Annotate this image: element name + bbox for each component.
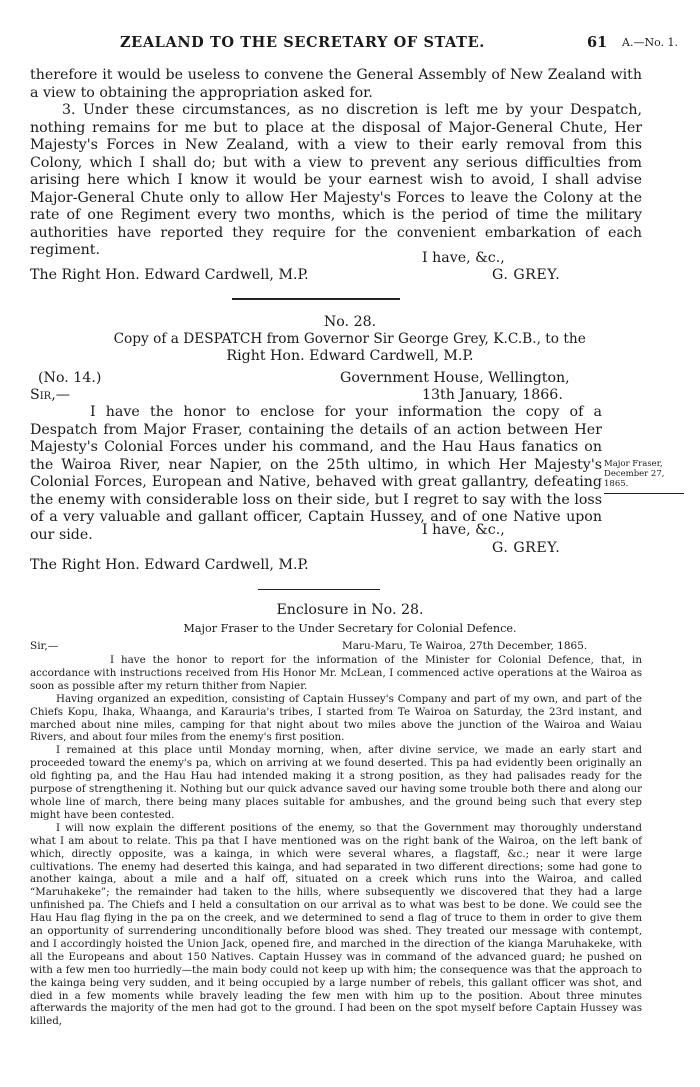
enclosure-paragraph: I remained at this place until Monday morning, when, after divine service, we made an early start and proceeded toward the enemy's pa, which on arriving at we found deserted. This pa had evidently been originally an old fighting pa, and the Hau Hau had intended making it a strong position, as they had palisades ready for the purpose of strengthening it. Nothing but our quick advance saved our having some trouble both there and along our whole line of march, there being many places suitable for ambushes, and the ground being such that every step might have been contested. <box>30 744 642 821</box>
despatch-date: 13th January, 1866. <box>422 387 563 403</box>
despatch-location: Government House, Wellington, <box>340 370 570 386</box>
enclosure-paragraph: Having organized an expedition, consisting of Captain Hussey's Company and part of my own, and part of the Chiefs Kopu, Ihaka, Whaanga, and Karauria's tribes, I started from Te Wairoa on Saturday, the 23rd instant, and marched about nine miles, camping for that night about two miles above the junction of the Wairoa and Waiau Rivers, and about four miles from the enemy's first position. <box>30 692 642 744</box>
salutation: Sir,— <box>30 387 70 403</box>
enclosure-paragraph: I will now explain the different positions of the enemy, so that the Government may thoroughly understand what I am about to relate. This pa that I have mentioned was on the right bank of the Wairoa, on the left bank of which, directly opposite, was a kainga, in which were several whares, a flagstaff, &c.; near it were large cultivations. The enemy had deserted this kainga, and had separated in two different directions; some had gone to another kainga, about a mile and a half off, situated on a creek which runs into the Wairoa, and called “Maruhakeke”; the remainder had taken to the hills, where subsequently we discovered that they had a large unfinished pa. The Chiefs and I held a consultation on our arrival as to what was best to be done. We could see the Hau Hau flag flying in the pa on the creek, and we determined to send a flag of truce to them in order to give them an opportunity of surrendering unconditionally before blood was shed. They treated our message with contempt, and I accordingly hoisted the Union Jack, opened fire, and marched in the direction of the kianga Maruhakeke, with all the Europeans and about 150 Natives. Captain Hussey was in command of the advanced guard; he pushed on with a few men too hurriedly—the main body could not keep up with him; the consequence was that the approach to the kainga being very sudden, and it being occupied by a large number of rebels, this gallant officer was shot, and died in a few moments while bravely leading the few men with him up to the position. About three minutes afterwards the majority of the men had got to the ground. I had been on the spot myself before Captain Hussey was killed, <box>30 821 642 1028</box>
section-divider <box>232 298 400 300</box>
paper-reference: A.—No. 1. <box>622 36 678 49</box>
paragraph-3: 3. Under these circumstances, as no discretion is left me by your Despatch, nothing remains for me but to place at the disposal of Major-General Chute, Her Majesty's Forces in New Zealand, with a view to their early removal from this Colony, which I shall do; but with a view to prevent any serious difficulties from arising here which I know it would be your earnest wish to avoid, I shall advise Major-General Chute only to allow Her Majesty's Forces to leave the Colony at the rate of one Regiment every two months, which is the period of time the military authorities have reported they require for the convenient embarkation of each regiment. <box>30 102 642 258</box>
closing-formula: I have, &c., <box>422 522 505 538</box>
continuation-paragraph: therefore it would be useless to convene the General Assembly of New Zealand with a view to obtaining the appropriation asked for. <box>30 67 642 101</box>
margin-note-rule <box>604 493 684 494</box>
despatch-number: No. 28. <box>323 314 377 330</box>
closing-formula: I have, &c., <box>422 250 505 266</box>
enclosure-heading: Enclosure in No. 28. <box>276 602 424 618</box>
margin-note-line: Major Fraser, <box>604 459 663 469</box>
despatch-title-line1 <box>0 331 700 347</box>
page-header <box>0 34 700 54</box>
margin-note <box>604 459 664 489</box>
section-divider <box>258 589 380 590</box>
enclosure-location-date: Maru-Maru, Te Wairoa, 27th December, 1865. <box>342 640 588 652</box>
enclosure-body <box>30 654 642 1028</box>
running-title: ZEALAND TO THE SECRETARY OF STATE. <box>120 34 485 51</box>
recipient: The Right Hon. Edward Cardwell, M.P. <box>30 557 309 573</box>
margin-note-line: 1865. <box>604 479 629 489</box>
despatch-body-block <box>30 404 602 544</box>
enclosure-paragraph: I have the honor to report for the information of the Minister for Colonial Defence, that, in accordance with instructions received from His Honor Mr. McLean, I commenced active operations at the Wairoa as soon as possible after my return thither from Napier. <box>30 654 642 692</box>
top-text-block <box>30 67 642 260</box>
despatch-body: I have the honor to enclose for your information the copy of a Despatch from Major Fraser, containing the details of an action between Her Majesty's Colonial Forces under his command, and the Hau Haus fanatics on the Wairoa River, near Napier, on the 25th ultimo, in which Her Majesty's Colonial Forces, European and Native, behaved with great gallantry, defeating the enemy with considerable loss on their side, but I regret to say with the loss of a very valuable and gallant officer, Captain Hussey, and of one Native upon our side. <box>30 404 602 543</box>
page-number: 61 <box>587 34 608 51</box>
despatch-title-text: Copy of a DESPATCH from Governor Sir George Grey, K.C.B., to the <box>113 331 587 347</box>
enclosure-subheading: Major Fraser to the Under Secretary for Colonial Defence. <box>183 622 517 635</box>
signature: G. GREY. <box>492 540 561 556</box>
margin-note-line: December 27, <box>604 469 665 479</box>
despatch-title-line2: Right Hon. Edward Cardwell, M.P. <box>226 348 474 364</box>
recipient: The Right Hon. Edward Cardwell, M.P. <box>30 267 309 283</box>
signature: G. GREY. <box>492 267 561 283</box>
salutation: Sir,— <box>30 640 59 652</box>
despatch-no: (No. 14.) <box>38 370 102 386</box>
